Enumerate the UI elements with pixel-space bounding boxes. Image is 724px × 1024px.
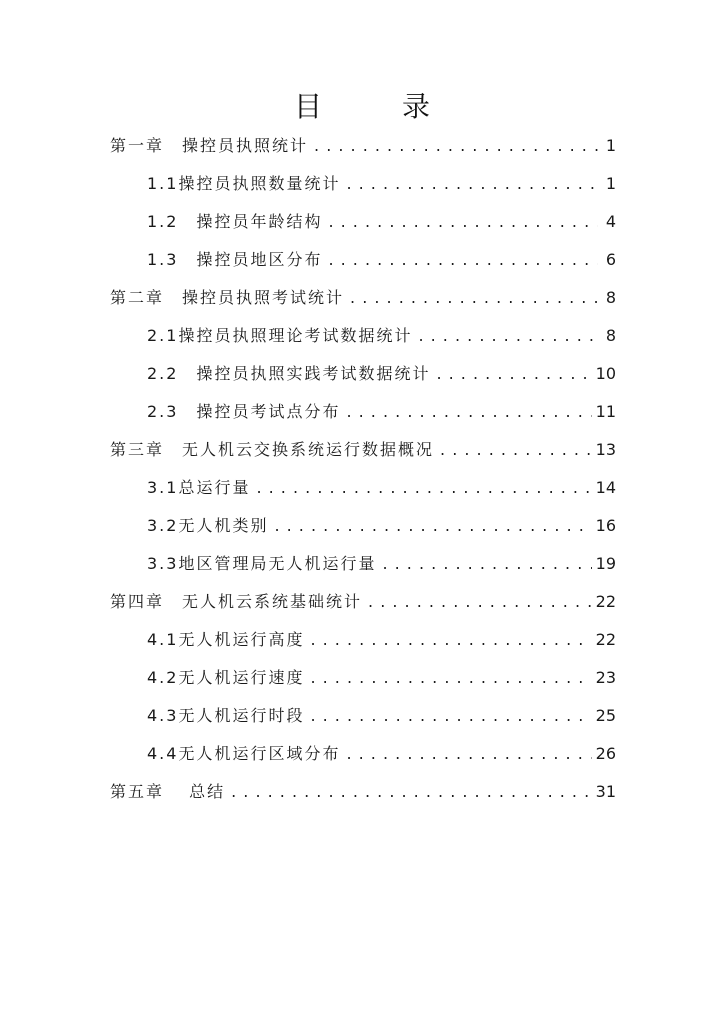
toc-page-number: 23 <box>595 668 616 687</box>
toc-section-entry[interactable] <box>110 469 616 507</box>
toc-entry-label: 2.2 操控员执照实践考试数据统计 <box>147 364 431 383</box>
toc-page-number: 1 <box>605 136 616 155</box>
toc-entry-label: 4.4无人机运行区域分布 <box>147 744 341 763</box>
toc-dot-leader <box>274 507 591 545</box>
toc-dot-leader <box>440 431 592 469</box>
toc-page-number: 16 <box>595 516 616 535</box>
toc-entry-label: 1.2 操控员年龄结构 <box>147 212 323 231</box>
table-of-contents <box>110 127 616 811</box>
toc-entry-label: 3.1总运行量 <box>147 478 251 497</box>
toc-entry-label: 2.3 操控员考试点分布 <box>147 402 341 421</box>
toc-entry-label: 第二章 操控员执照考试统计 <box>110 288 345 307</box>
toc-chapter-entry[interactable] <box>110 773 616 811</box>
toc-page-number: 19 <box>595 554 616 573</box>
toc-entry-label: 第五章 总结 <box>110 782 226 801</box>
toc-section-entry[interactable] <box>110 355 616 393</box>
toc-entry-label: 第三章 无人机云交换系统运行数据概况 <box>110 440 435 459</box>
toc-section-entry[interactable] <box>110 735 616 773</box>
toc-dot-leader <box>310 659 591 697</box>
toc-section-entry[interactable] <box>110 697 616 735</box>
toc-entry-label: 第一章 操控员执照统计 <box>110 136 309 155</box>
page-title: 目 录 <box>293 90 456 123</box>
toc-dot-leader <box>314 127 598 165</box>
toc-entry-label: 3.2无人机类别 <box>147 516 269 535</box>
toc-section-entry[interactable] <box>110 545 616 583</box>
toc-page-number: 26 <box>595 744 616 763</box>
toc-page-number: 14 <box>595 478 616 497</box>
toc-page-number: 22 <box>595 592 616 611</box>
toc-page-number: 8 <box>605 288 616 307</box>
toc-section-entry[interactable] <box>110 621 616 659</box>
toc-dot-leader <box>328 203 598 241</box>
toc-section-entry[interactable] <box>110 507 616 545</box>
toc-dot-leader <box>310 621 591 659</box>
toc-section-entry[interactable] <box>110 317 616 355</box>
toc-dot-leader <box>256 469 591 507</box>
toc-chapter-entry[interactable] <box>110 431 616 469</box>
toc-entry-label: 2.1操控员执照理论考试数据统计 <box>147 326 413 345</box>
toc-dot-leader <box>368 583 592 621</box>
toc-page-number: 4 <box>605 212 616 231</box>
toc-entry-label: 4.1无人机运行高度 <box>147 630 305 649</box>
toc-page-number: 6 <box>605 250 616 269</box>
toc-chapter-entry[interactable] <box>110 279 616 317</box>
toc-dot-leader <box>328 241 598 279</box>
toc-entry-label: 1.3 操控员地区分布 <box>147 250 323 269</box>
toc-page-number: 11 <box>595 402 616 421</box>
toc-section-entry[interactable] <box>110 165 616 203</box>
toc-dot-leader <box>346 735 591 773</box>
toc-page-number: 13 <box>595 440 616 459</box>
toc-entry-label: 4.2无人机运行速度 <box>147 668 305 687</box>
toc-page-number: 1 <box>605 174 616 193</box>
toc-dot-leader <box>350 279 598 317</box>
toc-page-number: 31 <box>595 782 616 801</box>
toc-dot-leader <box>436 355 591 393</box>
toc-entry-label: 3.3地区管理局无人机运行量 <box>147 554 377 573</box>
toc-section-entry[interactable] <box>110 203 616 241</box>
toc-page-number: 8 <box>605 326 616 345</box>
toc-dot-leader <box>346 165 598 203</box>
toc-section-entry[interactable] <box>110 659 616 697</box>
toc-dot-leader <box>231 773 592 811</box>
toc-entry-label: 4.3无人机运行时段 <box>147 706 305 725</box>
toc-section-entry[interactable] <box>110 241 616 279</box>
toc-entry-label: 第四章 无人机云系统基础统计 <box>110 592 363 611</box>
toc-chapter-entry[interactable] <box>110 583 616 621</box>
toc-dot-leader <box>346 393 591 431</box>
toc-dot-leader <box>310 697 591 735</box>
toc-chapter-entry[interactable] <box>110 127 616 165</box>
toc-section-entry[interactable] <box>110 393 616 431</box>
toc-page-number: 22 <box>595 630 616 649</box>
toc-page-number: 25 <box>595 706 616 725</box>
toc-dot-leader <box>382 545 591 583</box>
toc-entry-label: 1.1操控员执照数量统计 <box>147 174 341 193</box>
toc-page-number: 10 <box>595 364 616 383</box>
toc-dot-leader <box>418 317 598 355</box>
